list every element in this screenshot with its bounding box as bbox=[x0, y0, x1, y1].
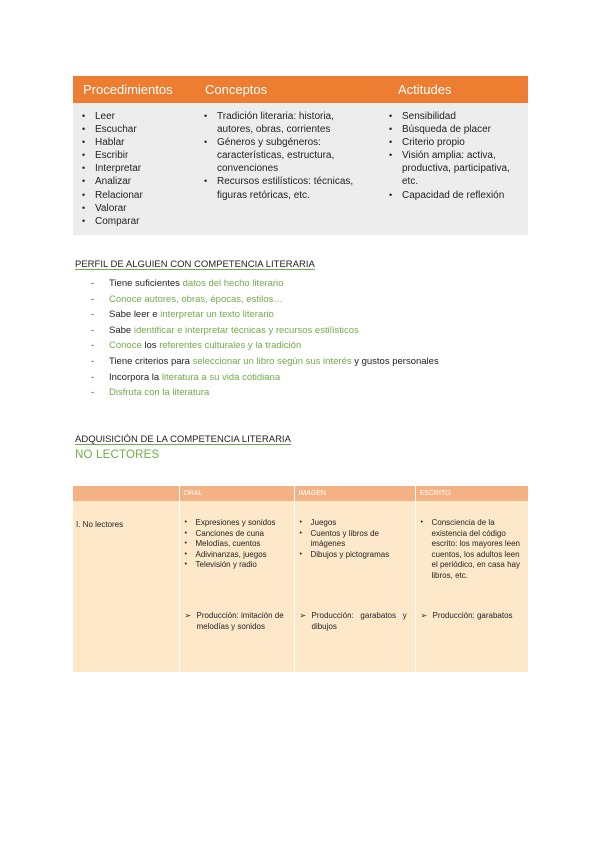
list-item: • Comparar bbox=[81, 215, 191, 228]
produccion-imagen: ➢ Producción: garabatos y dibujos bbox=[299, 611, 409, 631]
list-item: - Tiene criterios para seleccionar un libro según sus interés y gustos personales bbox=[91, 354, 439, 370]
adquisicion-table bbox=[73, 486, 529, 672]
list-item: • Expresiones y sonidos bbox=[184, 518, 290, 529]
list-item: - Sabe identificar e interpretar técnicas y recursos estilísticos bbox=[91, 323, 439, 339]
list-item: • Canciones de cuna bbox=[184, 529, 290, 540]
list-item: • Escribir bbox=[81, 149, 191, 162]
list-item: • Dibujos y pictogramas bbox=[299, 550, 411, 561]
conceptos-cell bbox=[195, 103, 368, 235]
list-item: - Incorpora la literatura a su vida cotidiana bbox=[91, 370, 439, 386]
list-item: • Interpretar bbox=[81, 162, 191, 175]
produccion-oral: ➢ Producción: imitación de melodías y sonidos bbox=[184, 611, 284, 631]
conceptos-list bbox=[203, 110, 364, 202]
row-label: I. No lectores bbox=[73, 501, 179, 672]
list-item: • Televisión y radio bbox=[184, 560, 290, 571]
competencia-table bbox=[73, 76, 528, 235]
list-item: • Leer bbox=[81, 110, 191, 123]
actitudes-cell bbox=[368, 103, 528, 235]
header-imagen: IMAGEN bbox=[294, 486, 415, 501]
list-item: • Analizar bbox=[81, 175, 191, 188]
list-item: • Relacionar bbox=[81, 189, 191, 202]
list-item: • Géneros y subgéneros: características, estructura, convenciones bbox=[203, 136, 364, 175]
list-item: • Criterio propio bbox=[388, 136, 524, 149]
list-item: - Sabe leer e interpretar un texto literario bbox=[91, 307, 439, 323]
arrow-bullet-icon: ➢ bbox=[299, 611, 307, 620]
list-item: • Recursos estilísticos: técnicas, figuras retóricas, etc. bbox=[203, 175, 364, 201]
oral-list bbox=[184, 518, 290, 571]
header-procedimientos: Procedimientos bbox=[73, 76, 195, 103]
arrow-bullet-icon: ➢ bbox=[184, 611, 192, 620]
procedimientos-cell bbox=[73, 103, 195, 235]
header-oral: ORAL bbox=[179, 486, 294, 501]
list-item: • Cuentos y libros de imágenes bbox=[299, 529, 411, 550]
list-item: • Sensibilidad bbox=[388, 110, 524, 123]
header-escrito: ESCRITO bbox=[415, 486, 528, 501]
perfil-title: PERFIL DE ALGUIEN CON COMPETENCIA LITERARIA bbox=[75, 259, 315, 270]
actitudes-list bbox=[388, 110, 524, 202]
header-actitudes: Actitudes bbox=[368, 76, 528, 103]
header-conceptos: Conceptos bbox=[195, 76, 368, 103]
no-lectores-heading: NO LECTORES bbox=[75, 449, 160, 461]
list-item: - Disfruta con la literatura bbox=[91, 385, 439, 401]
list-item: - Tiene suficientes datos del hecho literario bbox=[91, 276, 439, 292]
list-item: • Escuchar bbox=[81, 123, 191, 136]
list-item: • Búsqueda de placer bbox=[388, 123, 524, 136]
list-item: - Conoce los referentes culturales y la tradición bbox=[91, 338, 439, 354]
oral-cell bbox=[179, 501, 294, 672]
escrito-list bbox=[420, 518, 524, 582]
perfil-list bbox=[91, 276, 439, 401]
arrow-bullet-icon: ➢ bbox=[420, 611, 428, 620]
list-item: • Consciencia de la existencia del código escrito: los mayores leen cuentos, los adultos leen el periódico, en casa hay libros, etc. bbox=[420, 518, 524, 582]
list-item: • Visión amplia: activa, productiva, participativa, etc. bbox=[388, 149, 524, 188]
list-item: • Juegos bbox=[299, 518, 411, 529]
procedimientos-list bbox=[81, 110, 191, 228]
imagen-list bbox=[299, 518, 411, 560]
adquisicion-title: ADQUISICIÓN DE LA COMPETENCIA LITERARIA bbox=[75, 434, 291, 445]
list-item: • Hablar bbox=[81, 136, 191, 149]
produccion-escrito: ➢ Producción: garabatos bbox=[420, 611, 513, 620]
list-item: • Valorar bbox=[81, 202, 191, 215]
list-item: • Melodías, cuentos bbox=[184, 539, 290, 550]
list-item: - Conoce autores, obras, épocas, estilos… bbox=[91, 292, 439, 308]
list-item: • Adivinanzas, juegos bbox=[184, 550, 290, 561]
escrito-cell bbox=[415, 501, 528, 672]
list-item: • Tradición literaria: historia, autores, obras, corrientes bbox=[203, 110, 364, 136]
header-empty bbox=[73, 486, 179, 501]
list-item: • Capacidad de reflexión bbox=[388, 189, 524, 202]
imagen-cell bbox=[294, 501, 415, 672]
